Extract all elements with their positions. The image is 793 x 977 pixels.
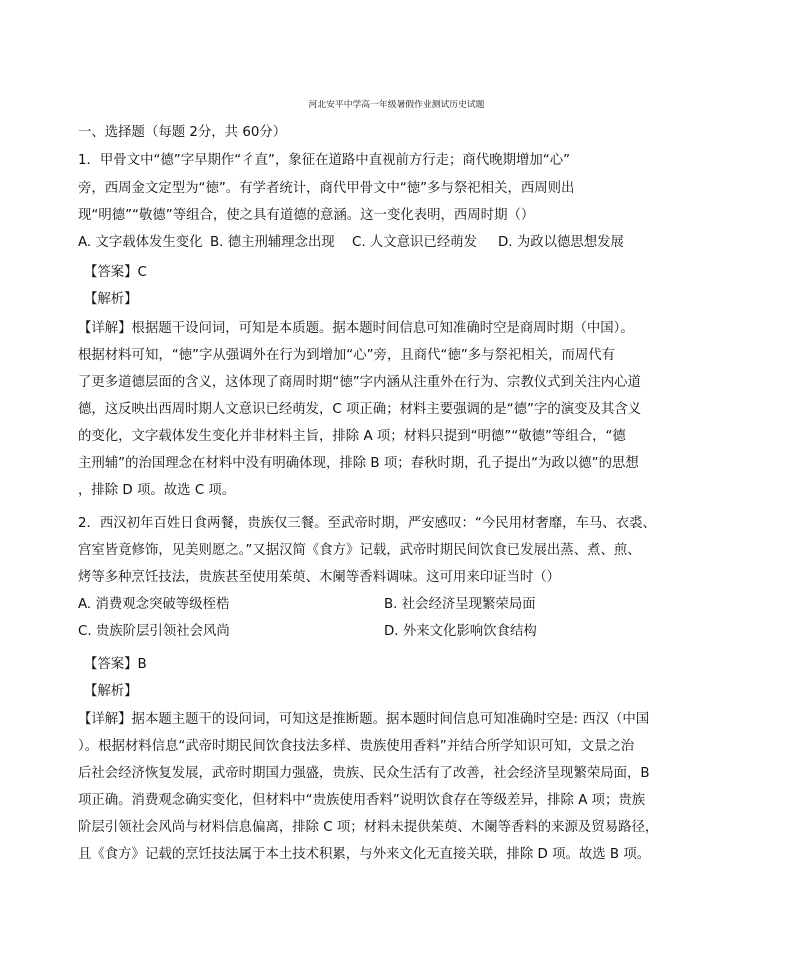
detail-line: 主刑辅”的治国理念在材料中没有明确体现，排除 B 项；春秋时期，孔子提出“为政以德”的思想	[78, 456, 639, 471]
detail-line: 的变化，文字载体发生变化并非材料主旨，排除 A 项；材料只提到“明德”“敬德”等组合，“德	[78, 429, 626, 444]
answer-label: 【答案】B	[84, 657, 147, 672]
option-a: A. 消费观念突破等级桎梏	[78, 597, 230, 612]
detail-line: 【详解】根据题干设问词，可知是本质题。据本题时间信息可知准确时空是商周时期（中国）。	[78, 321, 634, 336]
option-b: B. 社会经济呈现繁荣局面	[384, 597, 536, 612]
detail-line: 且《食方》记载的烹饪技法属于本土技术积累，与外来文化无直接关联，排除 D 项。故选 B 项。	[78, 847, 651, 862]
question-stem-line: 宫室皆竟修饰，见美则愿之。”又据汉简《食方》记载，武帝时期民间饮食已发展出蒸、煮、煎、	[78, 543, 641, 558]
option-b: B. 德主刑辅理念出现	[210, 235, 335, 250]
analysis-label: 【解析】	[84, 292, 138, 307]
answer-label: 【答案】C	[84, 265, 147, 280]
document-title: 河北安平中学高一年级暑假作业测试历史试题	[308, 100, 485, 110]
option-c: C. 人文意识已经萌发	[352, 235, 477, 250]
option-d: D. 外来文化影响饮食结构	[384, 624, 537, 639]
detail-line: 阶层引领社会风尚与材料信息偏离，排除 C 项；材料未提供茱萸、木阑等香料的来源及贸易路径，	[78, 820, 659, 835]
option-a: A. 文字载体发生变化	[78, 235, 203, 250]
detail-line: ，排除 D 项。故选 C 项。	[78, 483, 236, 498]
detail-line: 项正确。消费观念确实变化，但材料中“贵族使用香料”说明饮食存在等级差异，排除 A 项；贵族	[78, 793, 646, 808]
option-c: C. 贵族阶层引领社会风尚	[78, 624, 230, 639]
question-stem-line: 烤等多种烹饪技法，贵族甚至使用茱萸、木阑等香料调味。这可用来印证当时（）	[78, 570, 561, 585]
detail-line: 后社会经济恢复发展，武帝时期国力强盛，贵族、民众生活有了改善，社会经济呈现繁荣局面，B	[78, 766, 650, 781]
option-d: D. 为政以德思想发展	[498, 235, 624, 250]
detail-line: 德，这反映出西周时期人文意识已经萌发，C 项正确；材料主要强调的是“德”字的演变及其含义	[78, 402, 642, 417]
question-stem-line: 旁，西周金文定型为“徳”。有学者统计，商代甲骨文中“徳”多与祭祀相关，西周则出	[78, 181, 575, 196]
analysis-label: 【解析】	[84, 684, 138, 699]
detail-line: 根据材料可知，“徳”字从强调外在行为到增加“心”旁，且商代“徳”多与祭祀相关，而周代有	[78, 348, 616, 363]
question-stem-line: 1．甲骨文中“德”字早期作“彳直”，象征在道路中直视前方行走；商代晚期增加“心”	[78, 153, 571, 168]
section-heading: 一、选择题（每题 2分，共 60分）	[78, 125, 287, 140]
question-stem-line: 2．西汉初年百姓日食两餐，贵族仅三餐。至武帝时期，严安感叹：“今民用材奢靡，车马、衣裘、	[78, 516, 656, 531]
detail-line: 【详解】据本题主题干的设问词，可知这是推断题。据本题时间信息可知准确时空是: 西汉（中国	[78, 712, 650, 727]
detail-line: 了更多道德层面的含义，这体现了商周时期“徳”字内涵从注重外在行为、宗教仪式到关注内心道	[78, 375, 641, 390]
detail-line: ）。根据材料信息“武帝时期民间饮食技法多样、贵族使用香料”并结合所学知识可知，文景之治	[78, 739, 635, 754]
question-stem-line: 现“明德”“敬德”等组合，使之具有道德的意涵。这一变化表明，西周时期（）	[78, 208, 535, 223]
